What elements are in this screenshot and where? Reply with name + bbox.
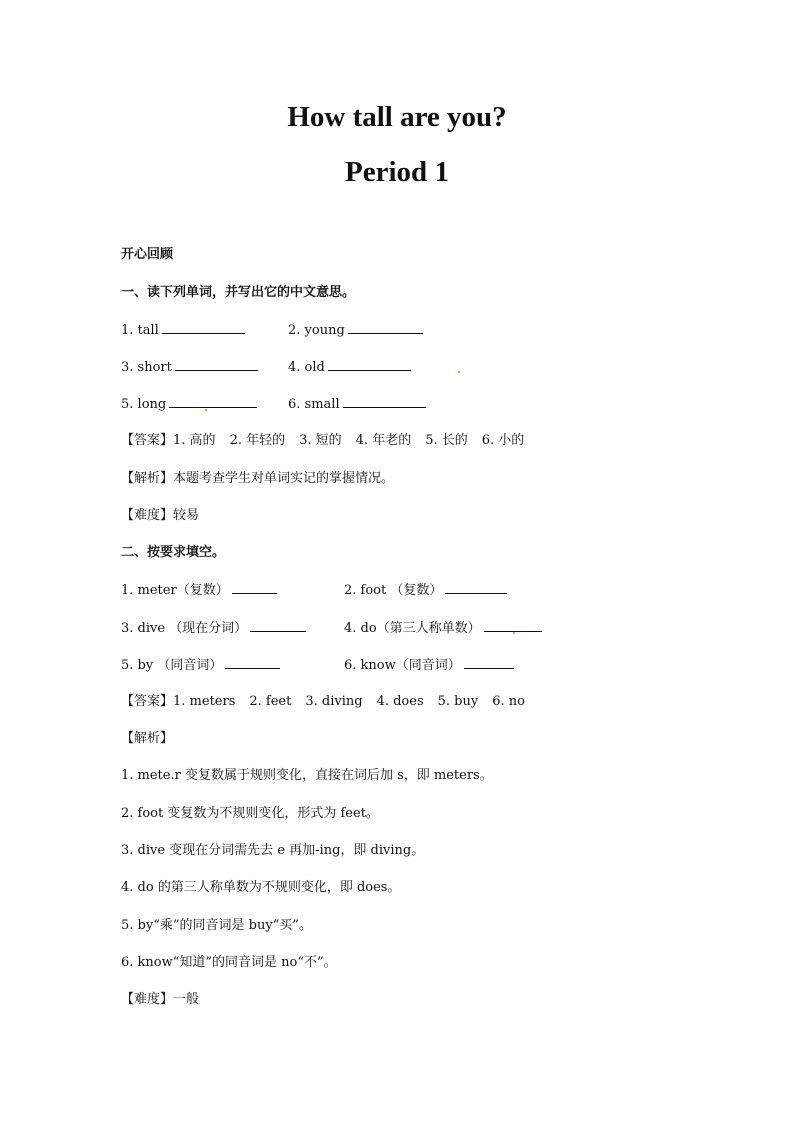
part1-row-3b	[288, 395, 426, 414]
part2-row-2b	[344, 619, 542, 638]
answer-blank	[162, 321, 245, 334]
part1-row-1b	[288, 321, 423, 340]
part1-row-2	[121, 358, 258, 377]
answer-label: 【答案】	[121, 433, 174, 448]
explanation-line: 5. by“乘”的同音词是 buy“买”。	[121, 918, 312, 933]
analysis-label: 【解析】	[121, 471, 174, 486]
stray-mark	[513, 632, 515, 634]
answer-item: 6. 小的	[481, 433, 525, 448]
part2-item-1: 1. meter（复数）	[121, 583, 229, 598]
answer-blank	[225, 656, 280, 669]
part1-item-6: 6. small	[288, 397, 340, 412]
part2-item-2: 2. foot （复数）	[344, 583, 443, 598]
difficulty-label: 【难度】	[121, 508, 174, 523]
explanation-line: 6. know“知道”的同音词是 no“不”。	[121, 955, 337, 970]
answer-item: 1. 高的	[173, 433, 216, 448]
difficulty-text: 一般	[173, 992, 200, 1007]
part1-row-2b	[288, 358, 411, 377]
part2-analysis-label: 【解析】	[121, 731, 174, 746]
difficulty-text: 较易	[173, 508, 200, 523]
part2-answer	[121, 693, 525, 711]
difficulty-label: 【难度】	[121, 992, 174, 1007]
answer-blank	[348, 321, 423, 334]
part1-row-1	[121, 321, 245, 340]
part2-row-1	[121, 581, 277, 600]
answer-item: 4. does	[376, 694, 424, 709]
answer-item: 5. 长的	[425, 433, 468, 448]
part2-row-2	[121, 619, 306, 638]
part2-item-3: 3. dive （现在分词）	[121, 621, 248, 636]
answer-blank	[484, 619, 542, 632]
part2-item-4: 4. do（第三人称单数）	[344, 621, 481, 636]
stray-mark	[458, 371, 460, 373]
part1-row-3	[121, 395, 257, 414]
part2-difficulty	[121, 991, 199, 1009]
part2-item-5: 5. by （同音词）	[121, 658, 223, 673]
answer-item: 6. no	[492, 694, 525, 709]
answer-item: 4. 年老的	[355, 433, 412, 448]
explanation-line: 3. dive 变现在分词需先去 e 再加-ing，即 diving。	[121, 843, 425, 858]
part1-item-5: 5. long	[121, 397, 167, 412]
explanation-line: 1. mete.r 变复数属于规则变化，直接在词后加 s，即 meters。	[121, 768, 493, 783]
answer-blank	[250, 619, 306, 632]
part1-analysis	[121, 470, 394, 488]
answer-item: 3. 短的	[299, 433, 342, 448]
part2-heading: 二、按要求填空。	[121, 545, 226, 560]
part2-row-1b	[344, 581, 507, 600]
answer-label: 【答案】	[121, 694, 174, 709]
answer-item: 2. feet	[249, 694, 292, 709]
answer-blank	[343, 395, 426, 408]
answer-item: 1. meters	[173, 694, 236, 709]
answer-blank	[169, 395, 257, 408]
stray-mark	[205, 409, 207, 411]
analysis-text: 本题考查学生对单词实记的掌握情况。	[173, 471, 395, 486]
answer-blank	[328, 358, 411, 371]
part1-item-2: 2. young	[288, 323, 345, 338]
part1-heading: 一、读下列单词，并写出它的中文意思。	[121, 285, 356, 300]
part1-item-1: 1. tall	[121, 323, 159, 338]
explanation-line: 4. do 的第三人称单数为不规则变化，即 does。	[121, 880, 401, 895]
document-subtitle: Period 1	[345, 156, 449, 188]
answer-blank	[445, 581, 507, 594]
explanation-line: 2. foot 变复数为不规则变化，形式为 feet。	[121, 806, 379, 821]
part2-item-6: 6. know（同音词）	[344, 658, 461, 673]
part1-answer	[121, 432, 524, 450]
document-title: How tall are you?	[287, 101, 507, 133]
answer-item: 5. buy	[437, 694, 479, 709]
part1-difficulty	[121, 507, 199, 525]
answer-blank	[175, 358, 258, 371]
answer-blank	[232, 581, 277, 594]
answer-blank	[464, 656, 514, 669]
part1-item-3: 3. short	[121, 360, 172, 375]
answer-item: 3. diving	[305, 694, 363, 709]
part1-item-4: 4. old	[288, 360, 325, 375]
part2-row-3	[121, 656, 280, 675]
answer-item: 2. 年轻的	[229, 433, 286, 448]
section-heading: 开心回顾	[121, 247, 174, 262]
part2-row-3b	[344, 656, 514, 675]
